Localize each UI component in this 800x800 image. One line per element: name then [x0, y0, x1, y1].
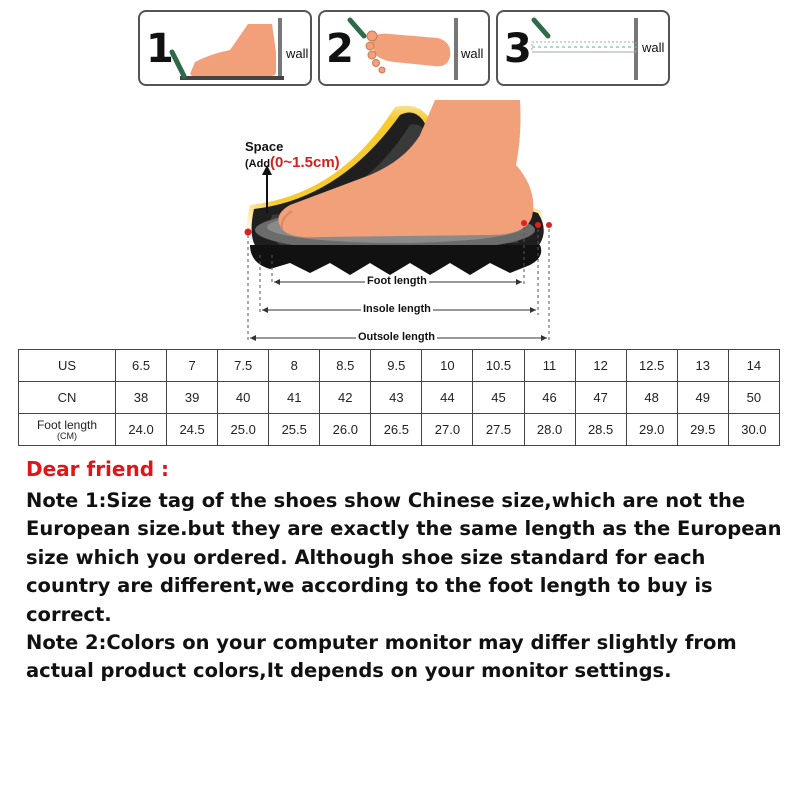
table-cell: 38	[116, 382, 167, 414]
table-cell: 41	[269, 382, 320, 414]
table-row-cn	[19, 382, 780, 414]
space-allowance	[245, 154, 340, 171]
table-cell: 29.0	[626, 414, 677, 446]
row-label: US	[19, 350, 116, 382]
table-cell: 7.5	[218, 350, 269, 382]
step-number: 2	[326, 26, 354, 72]
table-cell: 25.5	[269, 414, 320, 446]
table-cell: 10.5	[473, 350, 524, 382]
note-line: Note 2:Colors on your computer monitor may differ slightly from	[26, 631, 737, 655]
table-cell: 44	[422, 382, 473, 414]
greeting: Dear friend :	[26, 457, 169, 481]
table-cell: 50	[728, 382, 779, 414]
table-row-us	[19, 350, 780, 382]
table-cell: 48	[626, 382, 677, 414]
table-cell: 11	[524, 350, 575, 382]
measure-step-3	[496, 10, 670, 86]
table-cell: 49	[677, 382, 728, 414]
table-cell: 29.5	[677, 414, 728, 446]
table-cell: 27.5	[473, 414, 524, 446]
wall-label: wall	[461, 46, 484, 61]
table-cell: 8	[269, 350, 320, 382]
note-line: European size.but they are exactly the same length as the European	[26, 517, 782, 541]
table-cell: 13	[677, 350, 728, 382]
space-title: Space	[245, 139, 284, 154]
table-cell: 40	[218, 382, 269, 414]
table-cell: 28.5	[575, 414, 626, 446]
table-cell: 47	[575, 382, 626, 414]
note-line: size which you ordered. Although shoe size standard for each	[26, 545, 706, 569]
table-cell: 6.5	[116, 350, 167, 382]
table-cell: 39	[167, 382, 218, 414]
table-cell: 10	[422, 350, 473, 382]
wall-label: wall	[286, 46, 309, 61]
measure-step-2	[318, 10, 490, 86]
table-cell: 9.5	[371, 350, 422, 382]
table-cell: 8.5	[320, 350, 371, 382]
table-cell: 25.0	[218, 414, 269, 446]
table-cell: 26.0	[320, 414, 371, 446]
row-label: CN	[19, 382, 116, 414]
table-cell: 30.0	[728, 414, 779, 446]
note-line: country are different,we according to the foot length to buy is	[26, 574, 713, 598]
table-cell: 28.0	[524, 414, 575, 446]
table-cell: 24.0	[116, 414, 167, 446]
table-cell: 45	[473, 382, 524, 414]
table-cell: 14	[728, 350, 779, 382]
table-cell: 7	[167, 350, 218, 382]
note-line: correct.	[26, 602, 112, 626]
table-cell: 46	[524, 382, 575, 414]
table-cell: 43	[371, 382, 422, 414]
space-prefix: (Add	[245, 158, 271, 170]
table-cell: 26.5	[371, 414, 422, 446]
foot-length-unit: (CM)	[57, 430, 77, 441]
table-cell: 12.5	[626, 350, 677, 382]
notes-section	[26, 457, 796, 686]
measure-step-1	[138, 10, 312, 86]
size-chart-table	[18, 349, 780, 446]
step-number: 3	[504, 26, 532, 72]
outsole-length-label: Outsole length	[358, 331, 435, 343]
table-cell: 12	[575, 350, 626, 382]
table-cell: 27.0	[422, 414, 473, 446]
table-cell: 42	[320, 382, 371, 414]
space-range: (0~1.5cm)	[270, 154, 340, 171]
note-line: actual product colors,It depends on your monitor settings.	[26, 659, 672, 683]
foot-length-row-label: Foot length	[36, 417, 98, 432]
table-cell: 24.5	[167, 414, 218, 446]
step-number: 1	[146, 26, 174, 72]
shoe-length-diagram	[220, 95, 580, 350]
note-line: Note 1:Size tag of the shoes show Chinese size,which are not the	[26, 489, 746, 512]
row-label	[19, 414, 116, 446]
foot-length-label: Foot length	[367, 275, 427, 287]
wall-label: wall	[642, 40, 665, 55]
insole-length-label: Insole length	[363, 303, 431, 315]
table-row-foot-length	[19, 414, 780, 446]
